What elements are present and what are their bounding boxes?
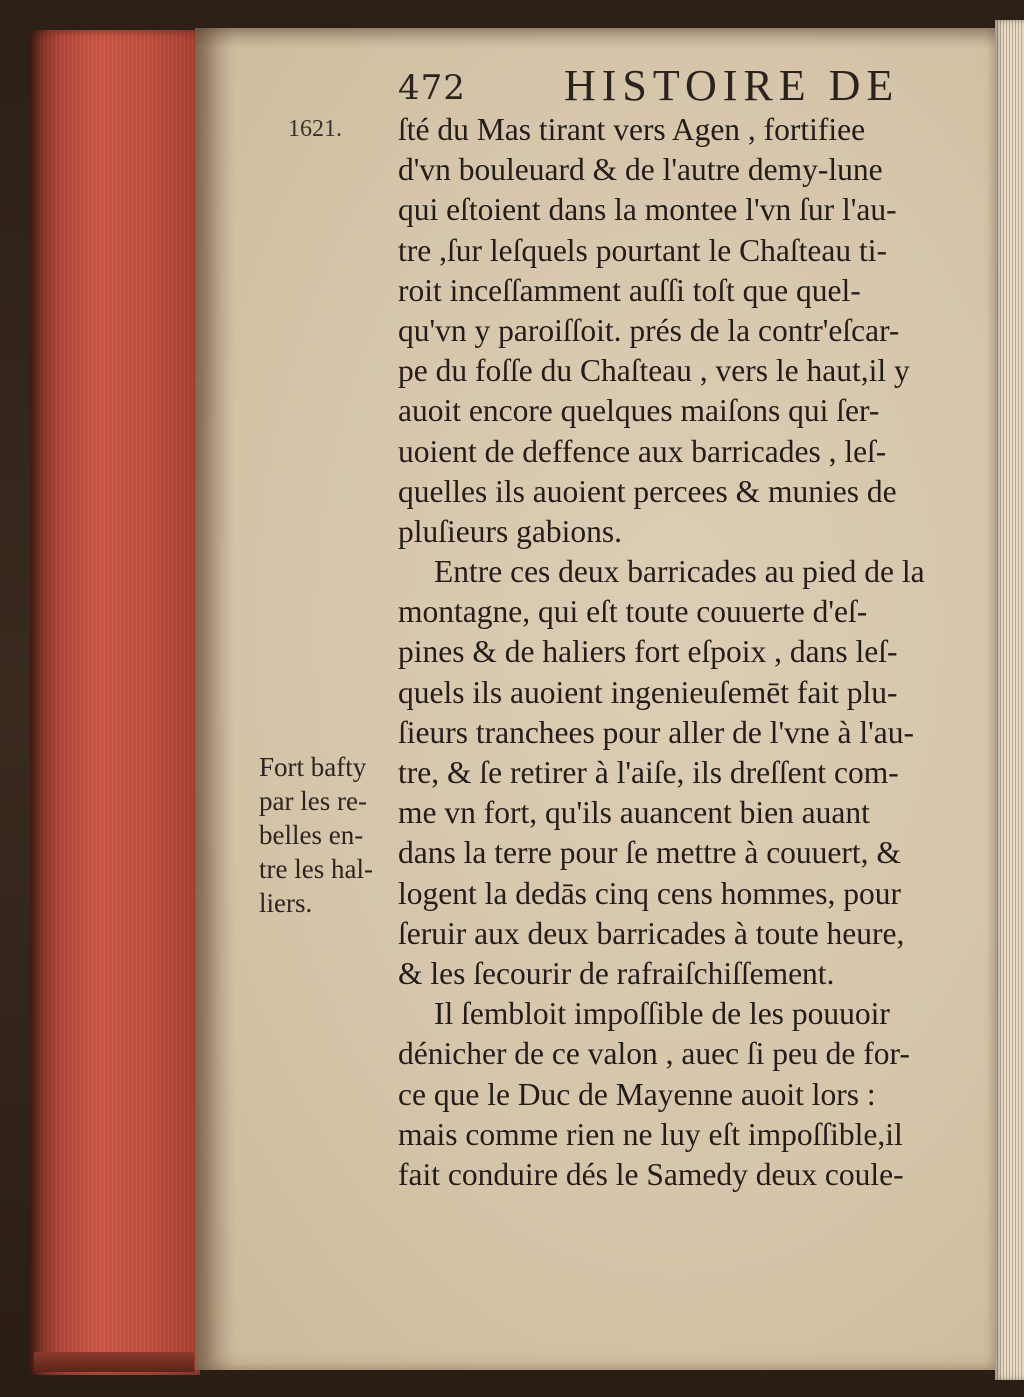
text-line: tre ,ſur leſquels pourtant le Chaſteau ti- — [398, 232, 887, 268]
text-line: d'vn bouleuard & de l'autre demy-lune — [398, 152, 883, 188]
paragraph-start-line: Entre ces deux barricades au pied de la — [434, 554, 925, 590]
body-text — [398, 110, 988, 1195]
text-line: mais comme rien ne luy eſt impoſſible,il — [398, 1116, 903, 1152]
text-line: roit inceſſamment auſſi toſt que quel- — [398, 272, 861, 308]
facing-page-edges — [995, 20, 1024, 1380]
text-line: quelles ils auoient percees & munies de — [398, 473, 897, 509]
red-page-edges — [30, 30, 200, 1375]
margin-note-line: belles en- — [259, 820, 364, 850]
running-title: HISTOIRE DE — [564, 61, 900, 110]
text-line: pluſieurs gabions. — [398, 513, 622, 549]
gutter-shadow — [195, 28, 235, 1370]
page-edges-bottom — [34, 1352, 194, 1372]
page-header — [398, 60, 958, 110]
text-line: qui eſtoient dans la montee l'vn ſur l'au- — [398, 192, 897, 228]
text-line: logent la dedās cinq cens hommes, pour — [398, 875, 902, 911]
text-line: pines & de haliers fort eſpoix , dans leſ- — [398, 634, 898, 670]
text-line: pe du foſſe du Chaſteau , vers le haut,il y — [398, 353, 910, 389]
text-line: qu'vn y paroiſſoit. prés de la contr'eſcar- — [398, 312, 900, 348]
page-number: 472 — [398, 68, 466, 108]
text-line: montagne, qui eſt toute couuerte d'eſ- — [398, 594, 868, 630]
text-line: ſté du Mas tirant vers Agen , fortifiee — [398, 112, 866, 147]
text-line: fait conduire dés le Samedy deux coule- — [398, 1156, 904, 1192]
margin-note-line: par les re- — [259, 786, 367, 816]
text-line: ſeruir aux deux barricades à toute heure, — [398, 915, 905, 951]
text-line: me vn fort, qu'ils auancent bien auant — [398, 795, 870, 831]
text-line: tre, & ſe retirer à l'aiſe, ils dreſſent com- — [398, 755, 899, 790]
text-line: & les ſecourir de rafraiſchiſſement. — [398, 955, 835, 991]
margin-year: 1621. — [288, 116, 342, 142]
top-shade — [195, 28, 995, 48]
text-line: uoient de deffence aux barricades , leſ- — [398, 433, 887, 469]
paragraph-start-line: Il ſembloit impoſſible de les pouuoir — [434, 996, 890, 1032]
text-line: quels ils auoient ingenieuſemēt fait plu- — [398, 674, 898, 710]
text-line: dans la terre pour ſe mettre à couuert, & — [398, 835, 901, 871]
margin-note — [259, 750, 389, 920]
text-line: dénicher de ce valon , auec ſi peu de for- — [398, 1036, 910, 1072]
text-line: ſieurs tranchees pour aller de l'vne à l'au- — [398, 714, 914, 750]
margin-note-line: liers. — [259, 888, 313, 918]
text-line: ce que le Duc de Mayenne auoit lors : — [398, 1076, 876, 1112]
margin-note-line: Fort bafty — [259, 752, 367, 782]
text-line: auoit encore quelques maiſons qui ſer- — [398, 393, 880, 429]
margin-note-line: tre les hal- — [259, 854, 373, 884]
